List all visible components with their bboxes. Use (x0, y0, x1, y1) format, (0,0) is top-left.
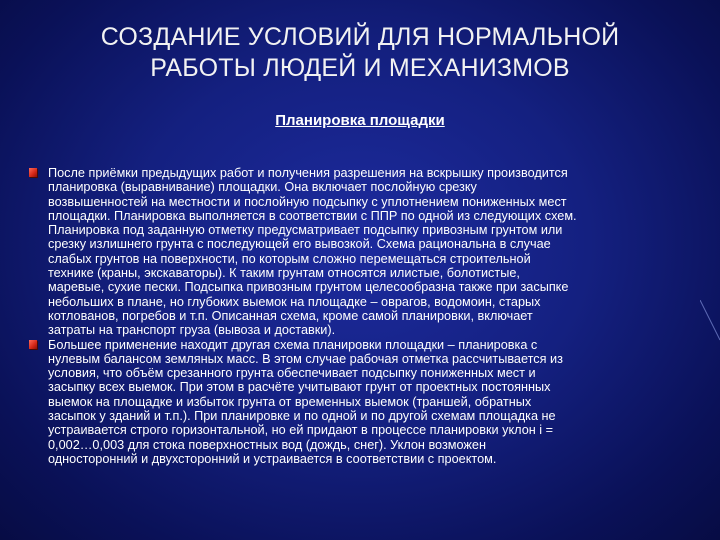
paragraph-line: планировка (выравнивание) площадки. Она включает послойную срезку (48, 180, 477, 195)
paragraph-line: После приёмки предыдущих работ и получения разрешения на вскрышку производится (48, 166, 568, 180)
slide-title (60, 22, 660, 84)
paragraph-line: Большее применение находит другая схема планировки площадки – планировка с (48, 337, 538, 352)
list-item (28, 338, 714, 467)
list-item (28, 166, 714, 338)
paragraph-line: условия, что объём срезанного грунта обеспечивает подсыпку пониженных мест и (48, 366, 536, 381)
paragraph-line: 0,002…0,003 для стока поверхностных вод (дождь, снег). Уклон возможен (48, 437, 486, 452)
paragraph-line: технике (краны, экскаваторы). К таким грунтам относятся илистые, болотистые, (48, 266, 520, 281)
paragraph-line: маревые, сухие пески. Подсыпка привозным грунтом целесообразна также при засыпке (48, 280, 569, 295)
slide-subtitle: Планировка площадки (275, 112, 445, 129)
paragraph-line: засыпку всех выемок. При этом в расчёте учитывают грунт от проектных постоянных (48, 380, 551, 395)
slide-title-line-2: РАБОТЫ ЛЮДЕЙ И МЕХАНИЗМОВ (150, 54, 570, 82)
paragraph-line: выемок на площадке и избыток грунта от временных выемок (траншей, обратных (48, 394, 532, 409)
corner-decoration (700, 300, 720, 360)
slide-title-line-1: СОЗДАНИЕ УСЛОВИЙ ДЛЯ НОРМАЛЬНОЙ (100, 23, 620, 51)
paragraph-line: небольших в плане, но глубоких выемок на площадке – оврагов, водомоин, старых (48, 294, 541, 309)
paragraph-line: слабых грунтов на поверхности, по которым сложно перемещаться строительной (48, 251, 531, 266)
paragraph-line: котлованов, погребов и т.п. Описанная схема, кроме самой планировки, включает (48, 308, 533, 323)
square-bullet-icon (29, 340, 37, 349)
paragraph-line: площадки. Планировка выполняется в соответствии с ППР по одной из следующих схем. (48, 208, 577, 223)
paragraph-line: Планировка под заданную отметку предусматривает подсыпку привозным грунтом или (48, 223, 563, 238)
paragraph-line: затраты на транспорт груза (вывоза и доставки). (48, 323, 336, 338)
paragraph-line: односторонний и двухсторонний и устраивается в соответствии с проектом. (48, 451, 497, 466)
paragraph-line: возвышенностей на местности и послойную подсыпку с уплотнением пониженных мест (48, 194, 567, 209)
paragraph-line: срезку излишнего грунта с последующей его вывозкой. Схема рациональна в случае (48, 237, 551, 252)
paragraph-line: засыпок у зданий и т.п.). При планировке и по одной и по другой схемам площадка не (48, 409, 556, 424)
bullet-list (28, 166, 714, 466)
paragraph-line: нулевым балансом земляных масс. В этом случае рабочая отметка рассчитывается из (48, 351, 563, 366)
square-bullet-icon (29, 168, 37, 177)
paragraph-line: устраивается строго горизонтальной, но ей придают в процессе планировки уклон i = (48, 423, 554, 438)
